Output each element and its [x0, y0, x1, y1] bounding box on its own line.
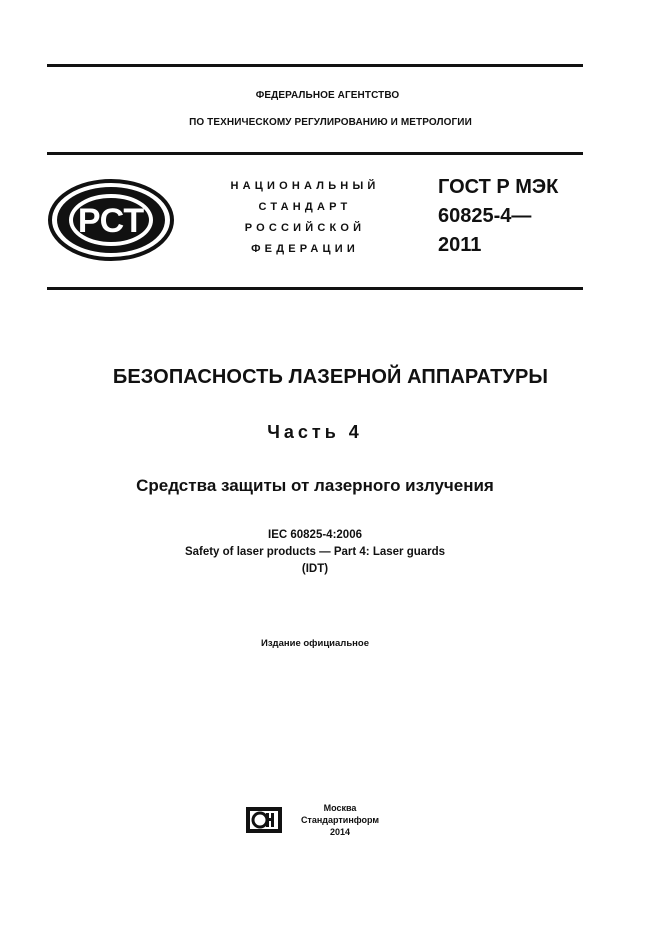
top-rule: [47, 64, 583, 67]
header-rule: [47, 152, 583, 155]
publisher-city: Москва: [323, 803, 357, 813]
publisher-name: Стандартинформ: [300, 815, 380, 825]
iec-code: IEC 60825-4:2006: [268, 529, 362, 541]
part-number: Часть 4: [267, 422, 363, 442]
edition-label: Издание официальное: [261, 638, 369, 649]
iec-idt: (IDT): [301, 563, 329, 575]
standard-type-line-3: РОССИЙСКОЙ: [244, 222, 366, 234]
document-title: БЕЗОПАСНОСТЬ ЛАЗЕРНОЙ АППАРАТУРЫ: [112, 366, 549, 388]
standard-type-line-2: СТАНДАРТ: [258, 201, 352, 213]
agency-line-1: ФЕДЕРАЛЬНОЕ АГЕНТСТВО: [255, 90, 400, 101]
standartinform-logo-icon: [245, 806, 283, 834]
agency-line-2: ПО ТЕХНИЧЕСКОМУ РЕГУЛИРОВАНИЮ И МЕТРОЛОГИИ: [189, 117, 472, 128]
rst-mark-letters: РСТ: [77, 202, 145, 240]
standard-type-line-4: ФЕДЕРАЦИИ: [251, 243, 359, 255]
standard-type-line-1: НАЦИОНАЛЬНЫЙ: [230, 180, 380, 192]
iec-reference: [0, 527, 630, 578]
publisher-block: [290, 802, 390, 838]
designation-line-3: 2011: [438, 234, 482, 256]
designation-line-1: ГОСТ Р МЭК: [438, 176, 559, 198]
document-subtitle: Средства защиты от лазерного излучения: [136, 476, 494, 495]
designation-line-2: 60825-4—: [438, 205, 532, 227]
publisher-year: 2014: [329, 827, 351, 837]
standard-type: [190, 176, 420, 260]
rst-mark-icon: [47, 178, 175, 262]
iec-english-title: Safety of laser products — Part 4: Laser guards: [184, 546, 446, 558]
standard-designation: [438, 173, 558, 260]
header-bottom-rule: [47, 287, 583, 290]
